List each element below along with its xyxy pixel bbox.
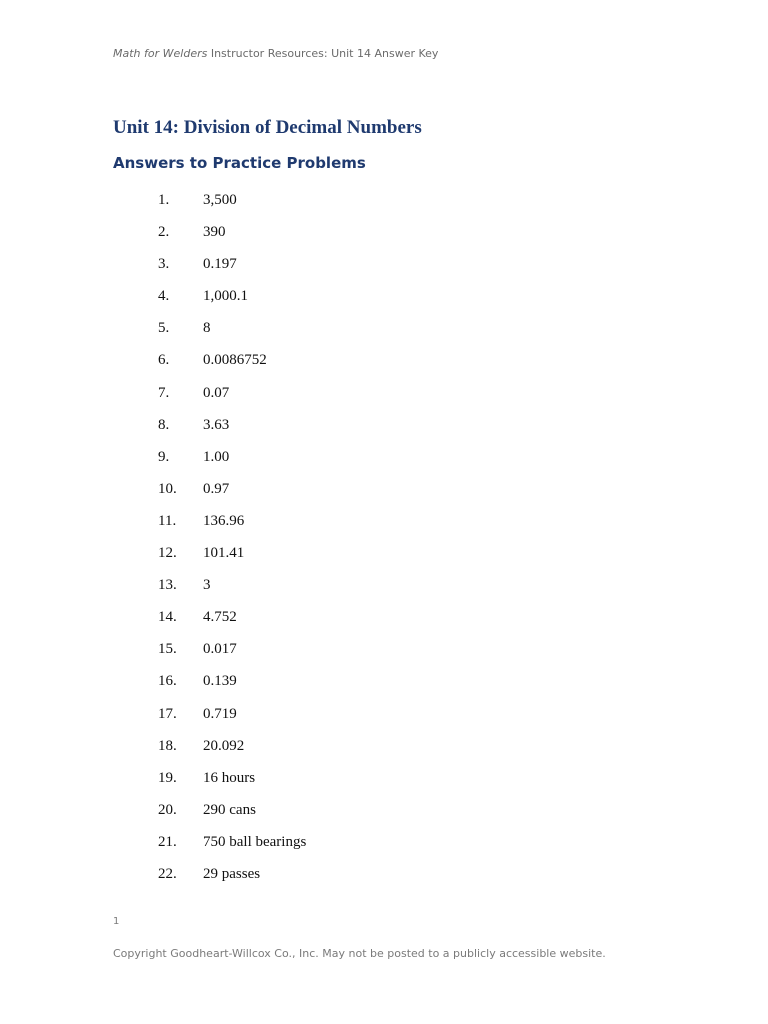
answer-number: 16.	[158, 673, 177, 690]
answer-value: 8	[203, 320, 211, 337]
header-text: Instructor Resources: Unit 14 Answer Key	[207, 47, 439, 60]
book-title: Math for Welders	[113, 47, 208, 60]
running-header	[113, 47, 438, 60]
answer-number: 11.	[158, 512, 177, 529]
answer-value: 0.07	[203, 384, 230, 401]
answer-number: 14.	[158, 609, 177, 626]
answer-number: 3.	[158, 256, 170, 273]
answer-value: 136.96	[203, 512, 245, 529]
answer-value: 3.63	[203, 416, 230, 433]
answer-value: 0.719	[203, 705, 237, 722]
answer-value: 29 passes	[203, 865, 261, 882]
answer-value: 3	[203, 577, 211, 594]
answer-value: 0.017	[203, 641, 237, 658]
page-title: Unit 14: Division of Decimal Numbers	[113, 117, 422, 138]
answer-value: 101.41	[203, 545, 245, 562]
answer-number: 20.	[158, 801, 177, 818]
answer-value: 290 cans	[203, 801, 256, 818]
answer-value: 750 ball bearings	[203, 833, 307, 850]
answer-value: 1,000.1	[203, 288, 248, 305]
answer-number: 17.	[158, 705, 177, 722]
answer-number: 9.	[158, 448, 170, 465]
answer-number: 18.	[158, 737, 177, 754]
answer-number: 4.	[158, 288, 170, 305]
answer-number: 1.	[158, 192, 170, 208]
answer-number: 13.	[158, 577, 177, 594]
answer-value: 0.0086752	[203, 352, 267, 369]
answer-number: 12.	[158, 545, 177, 562]
answer-number: 6.	[158, 352, 170, 369]
answer-number: 15.	[158, 641, 177, 658]
answer-value: 4.752	[203, 609, 237, 626]
answer-value: 3,500	[203, 192, 237, 208]
answer-value: 390	[203, 224, 226, 241]
answer-number: 22.	[158, 865, 177, 882]
answer-value: 20.092	[203, 737, 245, 754]
answer-value: 0.139	[203, 673, 237, 690]
answer-number: 2.	[158, 224, 170, 241]
answer-number: 7.	[158, 384, 170, 401]
section-heading: Answers to Practice Problems	[113, 154, 366, 172]
answer-number: 21.	[158, 833, 177, 850]
answer-number: 19.	[158, 769, 177, 786]
copyright-notice: Copyright Goodheart-Willcox Co., Inc. May not be posted to a publicly accessible website.	[113, 947, 606, 960]
answer-number: 5.	[158, 320, 170, 337]
answer-value: 0.97	[203, 480, 230, 497]
answer-value: 1.00	[203, 448, 230, 465]
answer-value: 0.197	[203, 256, 237, 273]
answer-value: 16 hours	[203, 769, 256, 786]
page-number: 1	[113, 916, 120, 927]
answer-number: 10.	[158, 480, 177, 497]
answer-number: 8.	[158, 416, 170, 433]
